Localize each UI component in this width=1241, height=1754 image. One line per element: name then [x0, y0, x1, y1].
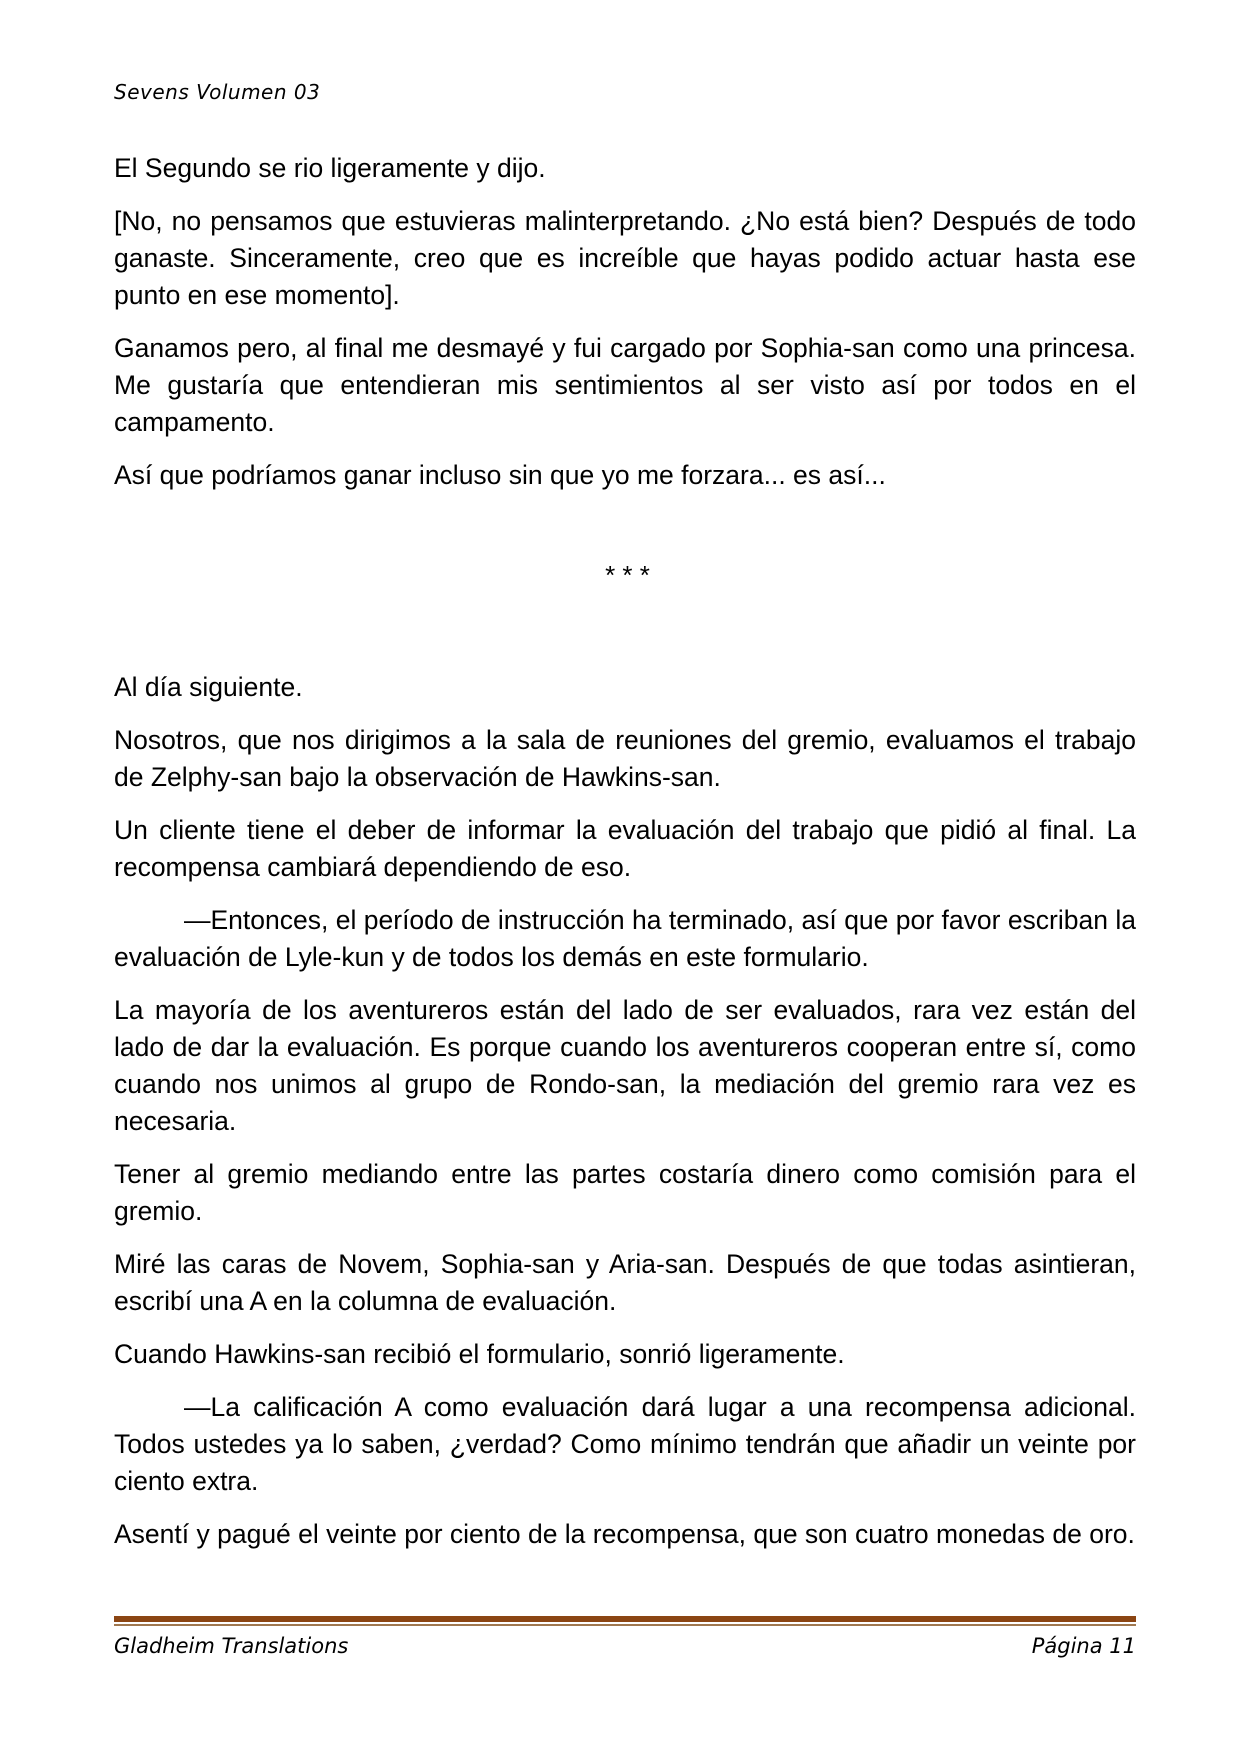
footer-credit: Gladheim Translations — [114, 1634, 349, 1658]
paragraph: El Segundo se rio ligeramente y dijo. — [114, 153, 546, 183]
paragraph: Al día siguiente. — [114, 672, 303, 702]
paragraph: Ganamos pero, al final me desmayé y fui cargado por Sophia-san como una princesa. Me gustaría que entendieran mis sentimientos al ser visto así por todos en el campamento. — [114, 333, 1136, 437]
paragraph: Cuando Hawkins-san recibió el formulario, sonrió ligeramente. — [114, 1339, 845, 1369]
paragraph: Miré las caras de Novem, Sophia-san y Aria-san. Después de que todas asintieran, escribí una A en la columna de evaluación. — [114, 1249, 1136, 1316]
scene-separator: * * * — [605, 560, 650, 590]
footer-rule-thin — [114, 1624, 1136, 1626]
paragraph: Un cliente tiene el deber de informar la evaluación del trabajo que pidió al final. La recompensa cambiará dependiendo de eso. — [114, 815, 1136, 882]
dialogue-paragraph: —La calificación A como evaluación dará lugar a una recompensa adicional. Todos ustedes ya lo saben, ¿verdad? Como mínimo tendrán que añadir un veinte por ciento extra. — [114, 1392, 1136, 1496]
text-section-2 — [114, 669, 1136, 1569]
paragraph: Tener al gremio mediando entre las partes costaría dinero como comisión para el gremio. — [114, 1159, 1136, 1226]
text-section-1 — [114, 150, 1136, 510]
page-number: Página 11 — [1031, 1634, 1136, 1658]
running-header: Sevens Volumen 03 — [114, 80, 321, 104]
dialogue-paragraph: —Entonces, el período de instrucción ha terminado, así que por favor escriban la evaluación de Lyle-kun y de todos los demás en este formulario. — [114, 905, 1136, 972]
footer-rule — [114, 1616, 1136, 1626]
paragraph: Asentí y pagué el veinte por ciento de la recompensa, que son cuatro monedas de oro. — [114, 1519, 1135, 1549]
footer-rule-thick — [114, 1616, 1136, 1622]
paragraph: La mayoría de los aventureros están del lado de ser evaluados, rara vez están del lado de dar la evaluación. Es porque cuando los aventureros cooperan entre sí, como cuando nos unimos al grupo de Rondo-san, la mediación del gremio rara vez es necesaria. — [114, 995, 1136, 1136]
paragraph: Así que podríamos ganar incluso sin que yo me forzara... es así... — [114, 460, 886, 490]
paragraph: Nosotros, que nos dirigimos a la sala de reuniones del gremio, evaluamos el trabajo de Zelphy-san bajo la observación de Hawkins-san. — [114, 725, 1136, 792]
paragraph: [No, no pensamos que estuvieras malinterpretando. ¿No está bien? Después de todo ganaste. Sinceramente, creo que es increíble que hayas podido actuar hasta ese punto en ese momento]. — [114, 206, 1136, 310]
